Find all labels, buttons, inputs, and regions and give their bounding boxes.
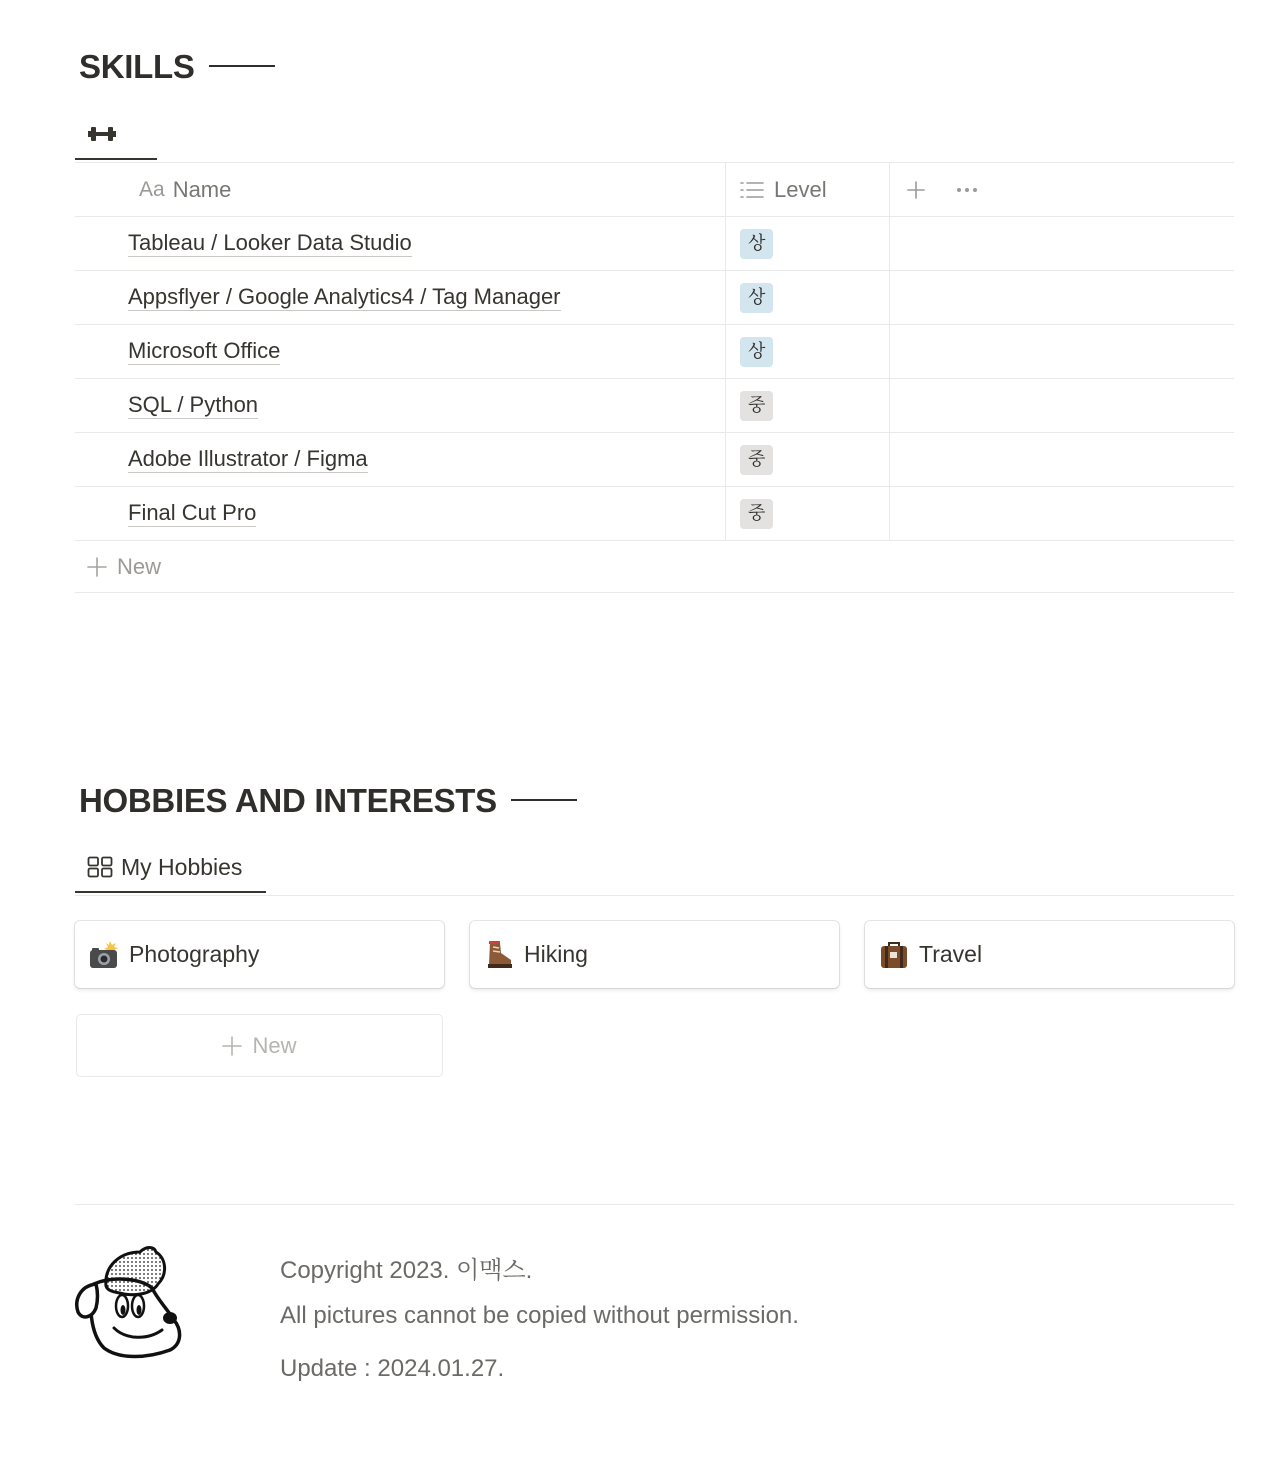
hobbies-tab-bar xyxy=(75,843,1234,896)
plus-icon xyxy=(87,557,107,577)
suitcase-icon xyxy=(879,940,909,970)
dog-mascot-icon xyxy=(74,1244,184,1360)
hobbies-heading: HOBBIES AND INTERESTS xyxy=(79,781,577,821)
skill-name[interactable]: Appsflyer / Google Analytics4 / Tag Manager xyxy=(128,284,561,309)
hobby-card-hiking[interactable]: Hiking xyxy=(470,921,839,988)
footer-update: Update : 2024.01.27. xyxy=(280,1355,505,1382)
footer-copyright: Copyright 2023. 이맥스. xyxy=(280,1257,533,1284)
gallery-icon xyxy=(87,856,113,878)
table-row xyxy=(75,433,1234,487)
level-tag: 상 xyxy=(740,229,773,259)
add-column-icon[interactable] xyxy=(906,180,926,200)
table-row xyxy=(75,325,1234,379)
level-tag: 중 xyxy=(740,391,773,421)
level-tag: 상 xyxy=(740,283,773,313)
column-header-name[interactable]: Aa Name xyxy=(75,163,726,216)
hobby-card-travel[interactable]: Travel xyxy=(865,921,1234,988)
tab-my-hobbies[interactable]: My Hobbies xyxy=(75,843,266,893)
table-row xyxy=(75,271,1234,325)
heading-rule xyxy=(511,799,577,801)
table-header xyxy=(75,163,1234,217)
footer-notice: All pictures cannot be copied without permission. xyxy=(280,1302,799,1329)
level-tag: 중 xyxy=(740,499,773,529)
skill-name[interactable]: Adobe Illustrator / Figma xyxy=(128,446,368,471)
list-icon xyxy=(740,181,764,199)
table-row xyxy=(75,487,1234,541)
skill-name[interactable]: Tableau / Looker Data Studio xyxy=(128,230,412,255)
skill-name[interactable]: SQL / Python xyxy=(128,392,259,417)
text-type-icon: Aa xyxy=(139,177,165,201)
new-hobby-button[interactable]: New xyxy=(76,1014,443,1077)
skills-table xyxy=(75,163,1234,593)
column-header-level[interactable]: Level xyxy=(726,163,890,216)
footer-divider xyxy=(75,1204,1234,1205)
level-tag: 상 xyxy=(740,337,773,367)
hiking-boot-icon xyxy=(484,940,514,970)
skills-heading: SKILLS xyxy=(79,47,275,87)
new-row-button[interactable]: New xyxy=(75,541,1234,593)
skill-name[interactable]: Microsoft Office xyxy=(128,338,281,363)
more-options-icon[interactable] xyxy=(956,186,978,194)
heading-rule xyxy=(209,65,275,67)
hobby-card-photography[interactable]: Photography xyxy=(75,921,444,988)
plus-icon xyxy=(222,1036,242,1056)
tab-skills-view[interactable] xyxy=(75,110,157,160)
dumbbell-icon xyxy=(87,124,117,144)
table-row xyxy=(75,379,1234,433)
level-tag: 중 xyxy=(740,445,773,475)
camera-flash-icon xyxy=(89,941,119,969)
table-row xyxy=(75,217,1234,271)
skill-name[interactable]: Final Cut Pro xyxy=(128,500,257,525)
skills-tab-bar xyxy=(75,110,1234,163)
